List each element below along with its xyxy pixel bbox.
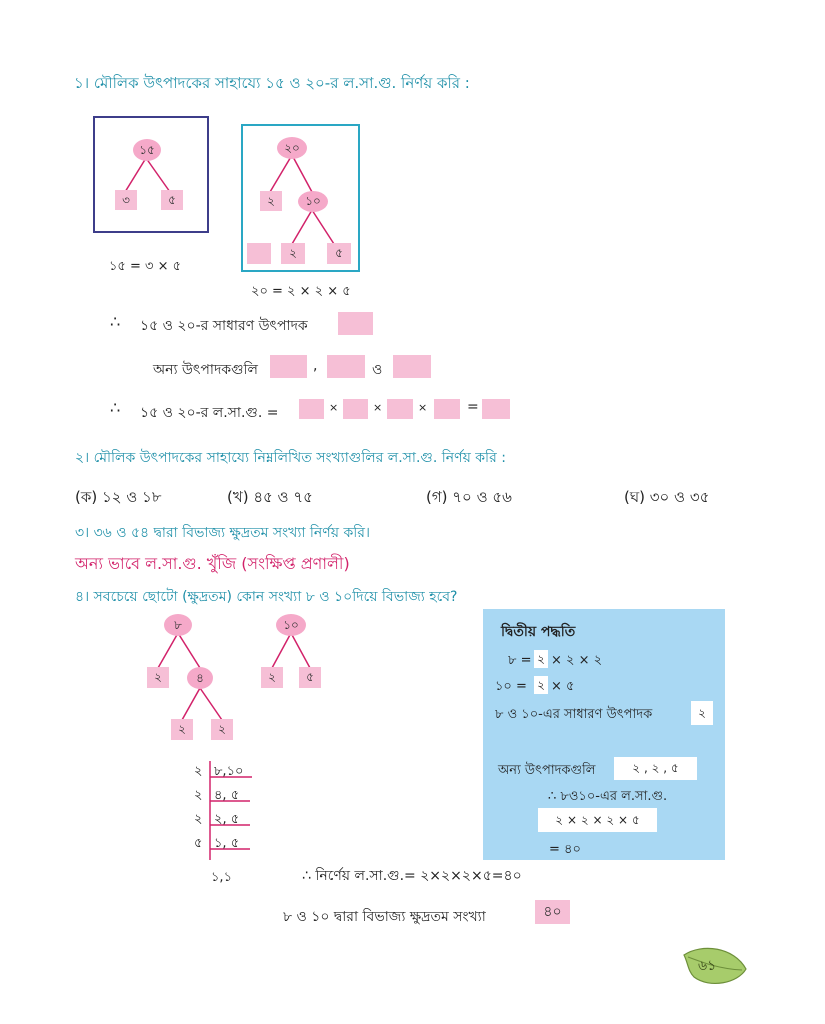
m2-lcm-f4: ৫ [631, 813, 640, 827]
tree-8-mid-right: ২ [211, 719, 233, 740]
tree-20-left: ২ [260, 191, 282, 211]
q3-text: ৩৬ ও ৫৪ দ্বারা বিভাজ্য ক্ষুদ্রতম সংখ্যা নির্ণয় করি। [93, 525, 370, 541]
q1-lcm-blank-result[interactable] [482, 399, 510, 419]
tree-20-root: ২০ [277, 137, 307, 159]
m2-eq10-f1: ২ [534, 676, 548, 694]
m2-lcm-f1: ২ [555, 813, 564, 827]
q1-other-label: অন্য উৎপাদকগুলি [153, 362, 258, 378]
q1-other-blank-1[interactable] [270, 355, 307, 378]
q4-result-line: ∴ নির্ণেয় ল.সা.গু.= ২×২×২×৫=৪০ [302, 868, 522, 884]
q1-times-2: × [373, 401, 383, 414]
section-heading: অন্য ভাবে ল.সা.গু. খুঁজি (সংক্ষিপ্ত প্রণালী) [75, 554, 350, 573]
m2-times-2: × [592, 813, 603, 827]
eq-15: ১৫ = ৩ × ৫ [109, 259, 182, 274]
tree-8-mid: ৪ [187, 667, 213, 689]
q2-item-c: (গ) ৭০ ও ৫৬ [426, 488, 512, 506]
q1-times-1: × [329, 401, 339, 414]
div-row-1-dividend: ৮,১০ [214, 764, 244, 779]
q1-equals: = [467, 399, 479, 415]
m2-eq10-lhs: ১০ = [495, 679, 527, 694]
m2-other-3: ৫ [670, 761, 679, 775]
q2-item-b: (খ) ৪৫ ও ৭৫ [227, 488, 313, 506]
q1-lcm-blank-2[interactable] [343, 399, 368, 419]
therefore-1: ∴ [110, 312, 121, 331]
tree-20-blank [247, 243, 271, 264]
m2-eq8-lhs: ৮ = [508, 653, 532, 668]
q2-heading [75, 446, 506, 470]
tree-15-right: ৫ [161, 190, 183, 210]
m2-lcm-box [538, 808, 657, 832]
q4-text: সবচেয়ে ছোটো (ক্ষুদ্রতম) কোন সংখ্যা ৮ ও ১০দিয়ে বিভাজ্য হবে? [93, 589, 458, 605]
tree-10-left: ২ [261, 667, 283, 688]
q1-lcm-blank-4[interactable] [434, 399, 460, 419]
q1-times-3: × [418, 401, 428, 414]
q3-heading [75, 521, 370, 545]
m2-eq8-f1: ২ [534, 650, 548, 668]
therefore-2: ∴ [110, 398, 121, 417]
q4-heading [75, 585, 457, 609]
div-row-3-divisor: ২ [194, 812, 203, 827]
tree-10-right: ৫ [299, 667, 321, 688]
tree-8-mid-left: ২ [171, 719, 193, 740]
q1-comma: , [313, 358, 318, 374]
tree-20-mid-left: ২ [281, 243, 305, 264]
div-row-4-divisor: ৫ [194, 836, 203, 851]
div-row-2-divisor: ২ [194, 788, 203, 803]
tree-10-root: ১০ [276, 614, 306, 636]
q1-common-blank[interactable] [338, 312, 373, 335]
m2-other-1: ২ [632, 761, 641, 775]
m2-common-label: ৮ ও ১০-এর সাধারণ উৎপাদক [495, 707, 653, 722]
q1-common-label: ১৫ ও ২০-র সাধারণ উৎপাদক [140, 318, 308, 334]
m2-lcm-f2: ২ [580, 813, 589, 827]
q1-and: ও [372, 362, 383, 378]
q1-lcm-blank-1[interactable] [299, 399, 324, 419]
tree-20-mid: ১০ [298, 191, 328, 212]
m2-comma-1: , [643, 761, 648, 775]
q2-text: মৌলিক উৎপাদকের সাহায্যে নিম্নলিখিত সংখ্যাগুলির ল.সা.গু. নির্ণয় করি : [93, 450, 506, 466]
m2-other-label: অন্য উৎপাদকগুলি [498, 763, 596, 778]
m2-times-1: × [566, 813, 577, 827]
div-row-2-dividend: ৪, ৫ [214, 788, 240, 803]
q1-lcm-label: ১৫ ও ২০-র ল.সা.গু. = [140, 405, 279, 421]
m2-others-box [614, 757, 697, 780]
q4-final-value: ৪০ [535, 900, 570, 924]
q1-number: ১। [74, 74, 90, 92]
q3-number: ৩। [75, 525, 90, 541]
tree-8-left: ২ [147, 667, 169, 688]
div-final: ১,১ [211, 870, 233, 885]
m2-eq10-rest: × ৫ [551, 679, 575, 694]
m2-lcm-label: ∴ ৮ও১০-এর ল.সা.গু. [548, 789, 668, 804]
m2-eq8-rest: × ২ × ২ [551, 653, 603, 668]
div-row-1-divisor: ২ [194, 764, 203, 779]
q1-other-blank-3[interactable] [393, 355, 431, 378]
q2-number: ২। [75, 450, 90, 466]
m2-lcm-result: = ৪০ [549, 842, 581, 857]
m2-comma-2: , [663, 761, 668, 775]
q1-lcm-blank-3[interactable] [387, 399, 413, 419]
m2-times-3: × [618, 813, 629, 827]
tree-15-root: ১৫ [133, 139, 161, 161]
div-row-3-dividend: ২, ৫ [214, 812, 240, 827]
tree-8-root: ৮ [164, 614, 192, 636]
q4-number: ৪। [75, 589, 90, 605]
q1-text: মৌলিক উৎপাদকের সাহায্যে ১৫ ও ২০-র ল.সা.গু. নির্ণয় করি : [93, 74, 470, 92]
m2-lcm-f3: ২ [606, 813, 615, 827]
q1-other-blank-2[interactable] [327, 355, 365, 378]
tree-20-mid-right: ৫ [327, 243, 351, 264]
q2-item-a: (ক) ১২ ও ১৮ [75, 488, 162, 506]
q2-item-d: (ঘ) ৩০ ও ৩৫ [624, 488, 710, 506]
eq-20: ২০ = ২ × ২ × ৫ [251, 284, 351, 299]
q4-final-label: ৮ ও ১০ দ্বারা বিভাজ্য ক্ষুদ্রতম সংখ্যা [283, 909, 486, 925]
tree-15-left: ৩ [115, 190, 137, 210]
m2-other-2: ২ [651, 761, 660, 775]
page-number: ৬১ [698, 958, 717, 974]
method2-title: দ্বিতীয় পদ্ধতি [501, 624, 576, 640]
div-row-4-dividend: ১, ৫ [214, 836, 240, 851]
m2-common-value: ২ [691, 701, 713, 725]
